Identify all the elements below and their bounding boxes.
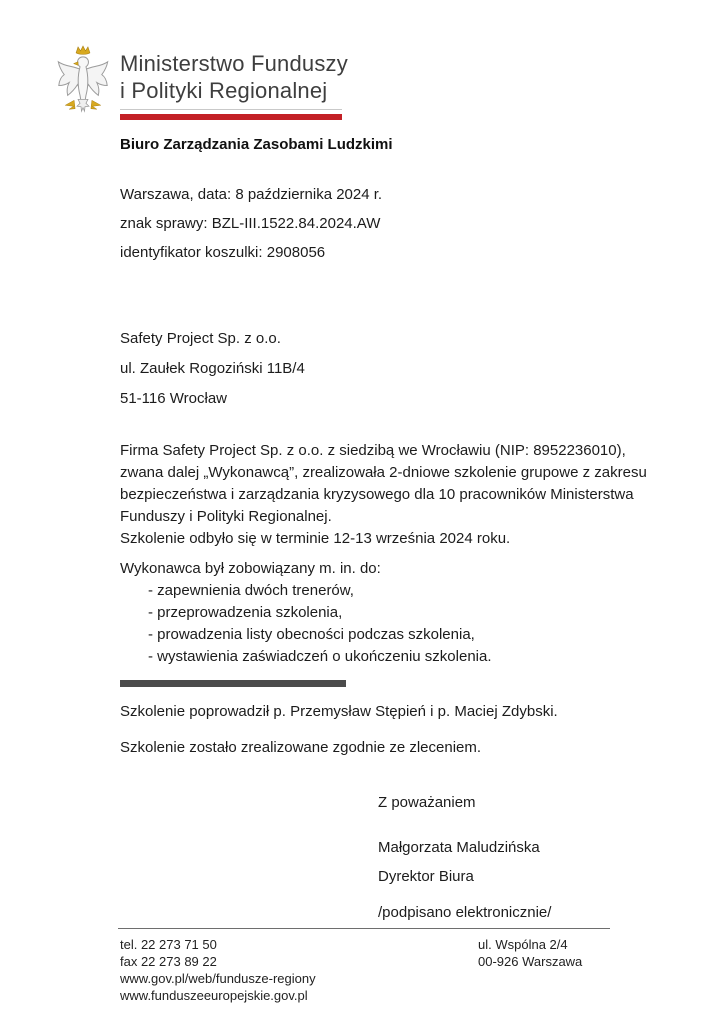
recipient-address	[120, 328, 305, 418]
signer-title: Dyrektor Biura	[378, 868, 474, 885]
ministry-title-line2: i Polityki Regionalnej	[120, 78, 328, 103]
recipient-name: Safety Project Sp. z o.o.	[120, 330, 281, 347]
trainers-line: Szkolenie poprowadził p. Przemysław Stępień i p. Maciej Zdybski.	[120, 703, 558, 720]
footer-website-1: www.gov.pl/web/fundusze-regiony	[120, 971, 316, 986]
body-line: zwana dalej „Wykonawcą”, zrealizowała 2-dniowe szkolenie grupowe z zakresu	[120, 464, 647, 481]
footer-contact	[120, 936, 316, 1004]
footer-address	[478, 936, 582, 970]
training-dates-line: Szkolenie odbyło się w terminie 12-13 września 2024 roku.	[120, 530, 511, 547]
footer-divider	[118, 928, 610, 929]
redacted-text-bar	[120, 680, 346, 687]
body-paragraph	[120, 440, 647, 550]
ministry-title-line1: Ministerstwo Funduszy	[120, 51, 348, 76]
closing-phrase: Z poważaniem	[378, 794, 476, 811]
obligation-item: - wystawienia zaświadczeń o ukończeniu szkolenia.	[148, 648, 492, 665]
footer-street: ul. Wspólna 2/4	[478, 937, 568, 952]
obligations-intro: Wykonawca był zobowiązany m. in. do:	[120, 560, 381, 577]
footer-phone: tel. 22 273 71 50	[120, 937, 217, 952]
header-divider-gray-line	[120, 109, 342, 110]
signature-block	[378, 792, 551, 923]
header-divider-red-line	[120, 114, 342, 120]
footer-website-2: www.funduszeeuropejskie.gov.pl	[120, 988, 308, 1003]
obligations-section	[120, 558, 492, 668]
footer-city: 00-926 Warszawa	[478, 954, 583, 969]
obligation-item: - zapewnienia dwóch trenerów,	[148, 582, 354, 599]
recipient-street: ul. Zaułek Rogoziński 11B/4	[120, 360, 305, 377]
polish-eagle-icon	[53, 44, 113, 128]
signer-name: Małgorzata Maludzińska	[378, 839, 540, 856]
body-line: Firma Safety Project Sp. z o.o. z siedzibą we Wrocławiu (NIP: 8952236010),	[120, 442, 626, 459]
obligation-item: - przeprowadzenia szkolenia,	[148, 604, 343, 621]
electronic-signature-note: /podpisano elektronicznie/	[378, 904, 552, 921]
letter-meta	[120, 184, 382, 271]
department-name: Biuro Zarządzania Zasobami Ludzkimi	[120, 136, 393, 153]
obligation-item: - prowadzenia listy obecności podczas szkolenia,	[148, 626, 475, 643]
ministry-title	[120, 50, 348, 104]
body-line: bezpieczeństwa i zarządzania kryzysowego dla 10 pracowników Ministerstwa	[120, 486, 634, 503]
header-divider	[120, 109, 342, 120]
body-line: Funduszy i Polityki Regionalnej.	[120, 508, 332, 525]
recipient-city: 51-116 Wrocław	[120, 390, 227, 407]
footer-fax: fax 22 273 89 22	[120, 954, 217, 969]
identifier-line: identyfikator koszulki: 2908056	[120, 244, 326, 261]
completion-line: Szkolenie zostało zrealizowane zgodnie ze zleceniem.	[120, 739, 482, 756]
case-number-line: znak sprawy: BZL-III.1522.84.2024.AW	[120, 215, 381, 232]
date-line: Warszawa, data: 8 października 2024 r.	[120, 186, 383, 203]
